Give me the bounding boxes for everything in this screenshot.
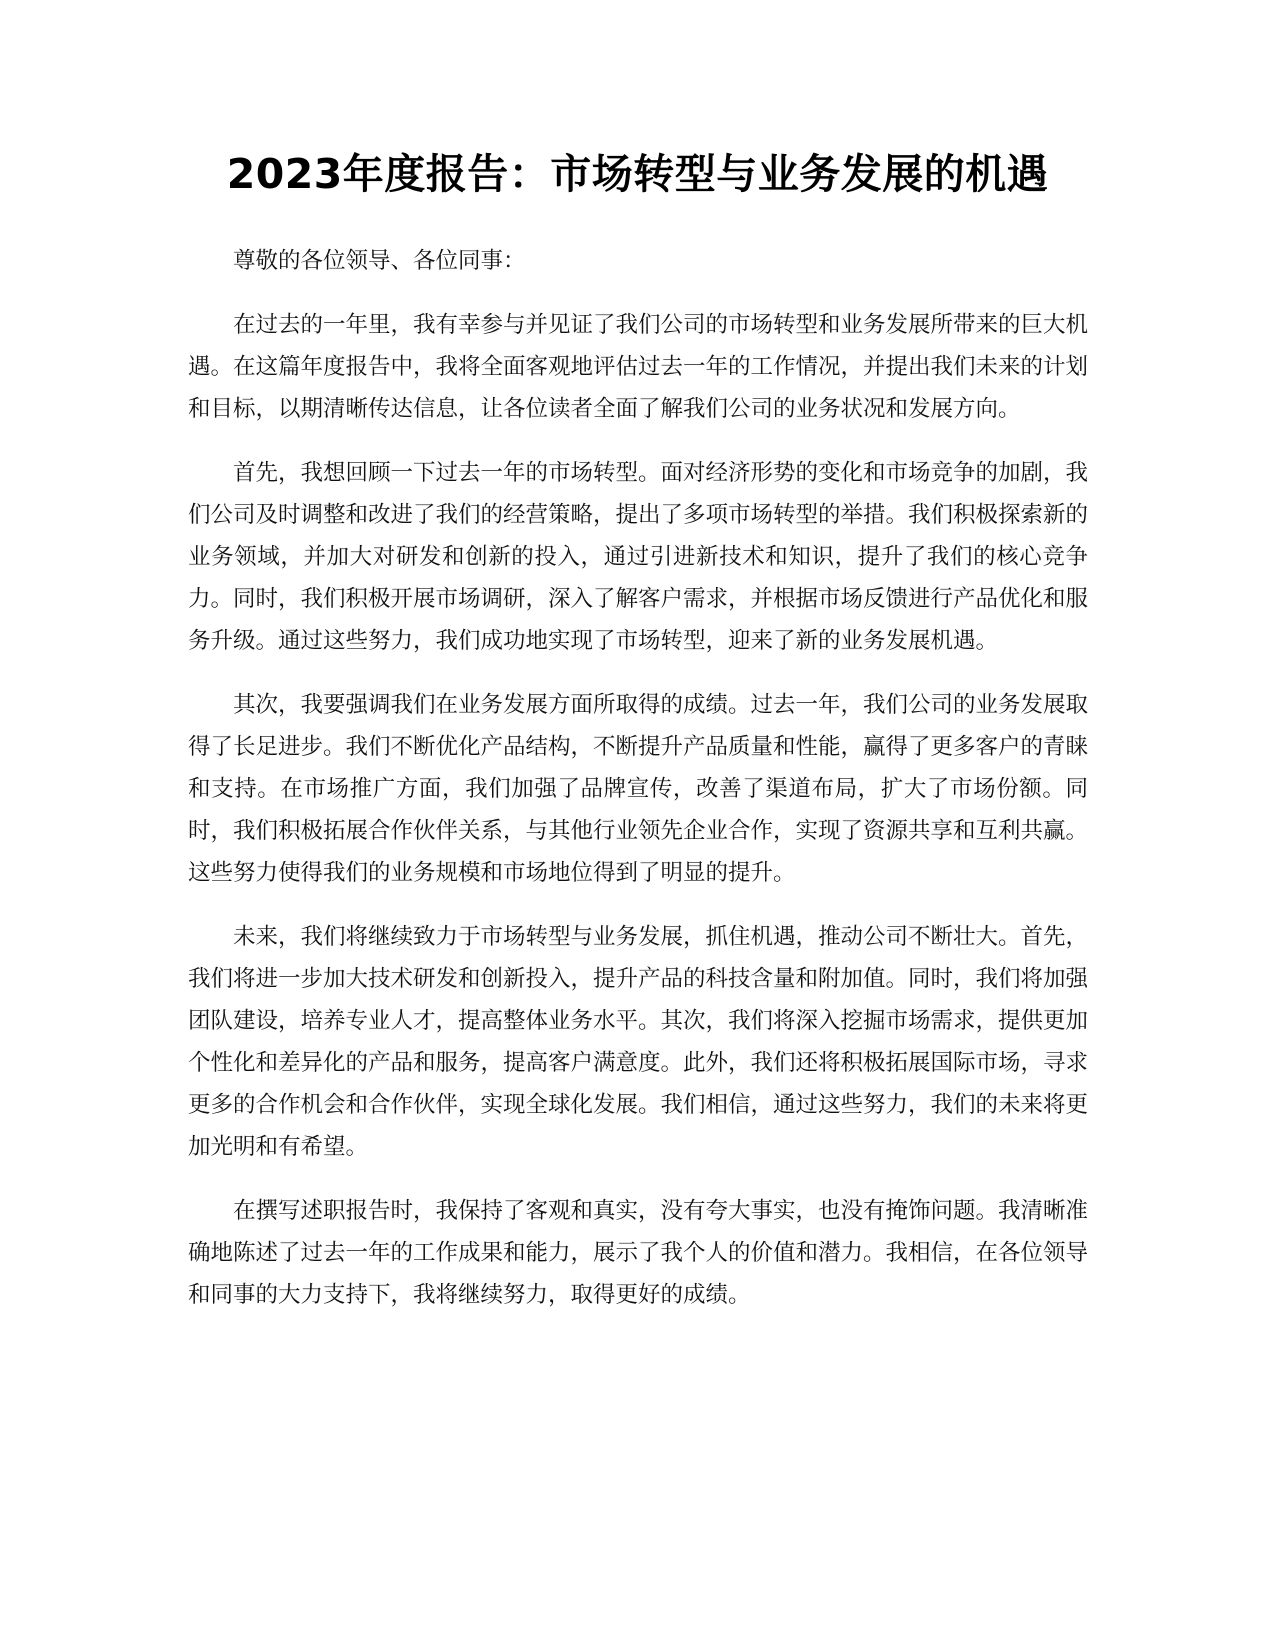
salutation: 尊敬的各位领导、各位同事： bbox=[233, 248, 526, 274]
paragraph-3: 其次，我要强调我们在业务发展方面所取得的成绩。过去一年，我们公司的业务发展取得了长足进步。我们不断优化产品结构，不断提升产品质量和性能，赢得了更多客户的青睐和支持。在市场推广方面，我们加强了品牌宣传，改善了渠道布局，扩大了市场份额。同时，我们积极拓展合作伙伴关系，与其他行业领先企业合作，实现了资源共享和互利共赢。这些努力使得我们的业务规模和市场地位得到了明显的提升。 bbox=[188, 692, 1089, 886]
paragraph-5: 在撰写述职报告时，我保持了客观和真实，没有夸大事实，也没有掩饰问题。我清晰准确地陈述了过去一年的工作成果和能力，展示了我个人的价值和潜力。我相信，在各位领导和同事的大力支持下，我将继续努力，取得更好的成绩。 bbox=[188, 1198, 1089, 1308]
paragraph-1: 在过去的一年里，我有幸参与并见证了我们公司的市场转型和业务发展所带来的巨大机遇。在这篇年度报告中，我将全面客观地评估过去一年的工作情况，并提出我们未来的计划和目标，以期清晰传达信息，让各位读者全面了解我们公司的业务状况和发展方向。 bbox=[188, 312, 1089, 422]
paragraph-4: 未来，我们将继续致力于市场转型与业务发展，抓住机遇，推动公司不断壮大。首先，我们将进一步加大技术研发和创新投入，提升产品的科技含量和附加值。同时，我们将加强团队建设，培养专业人才，提高整体业务水平。其次，我们将深入挖掘市场需求，提供更加个性化和差异化的产品和服务，提高客户满意度。此外，我们还将积极拓展国际市场，寻求更多的合作机会和合作伙伴，实现全球化发展。我们相信，通过这些努力，我们的未来将更加光明和有希望。 bbox=[188, 924, 1089, 1160]
document-body bbox=[188, 240, 1088, 1338]
document-title: 2023年度报告：市场转型与业务发展的机遇 bbox=[226, 150, 1049, 198]
paragraph-2: 首先，我想回顾一下过去一年的市场转型。面对经济形势的变化和市场竞争的加剧，我们公司及时调整和改进了我们的经营策略，提出了多项市场转型的举措。我们积极探索新的业务领域，并加大对研发和创新的投入，通过引进新技术和知识，提升了我们的核心竞争力。同时，我们积极开展市场调研，深入了解客户需求，并根据市场反馈进行产品优化和服务升级。通过这些努力，我们成功地实现了市场转型，迎来了新的业务发展机遇。 bbox=[188, 460, 1089, 654]
